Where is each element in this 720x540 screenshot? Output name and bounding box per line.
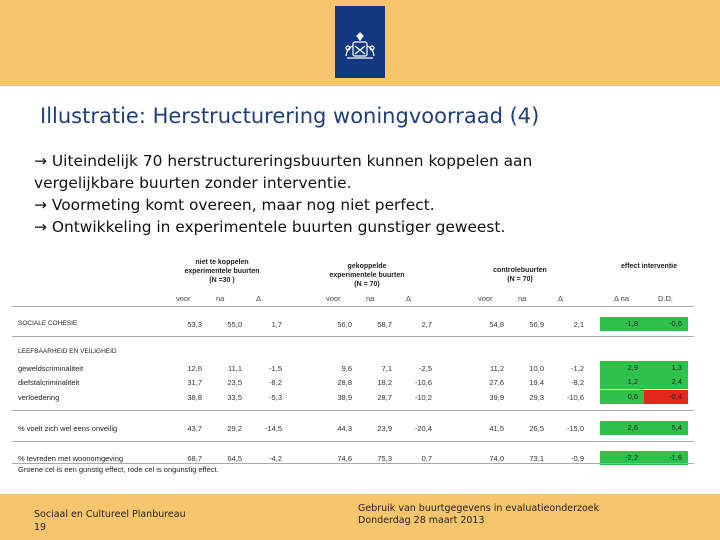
table-cell: -20,4 — [414, 424, 432, 433]
bullet-item — [34, 150, 694, 172]
group-header-line: experimentele buurten — [329, 272, 405, 279]
table-cell: 23,5 — [227, 378, 242, 387]
slide-title: Illustratie: Herstructurering woningvoorraad (4) — [40, 104, 540, 128]
bullet-item-continuation — [34, 172, 694, 194]
table-cell: 29,2 — [227, 424, 242, 433]
table-cell: 56,9 — [529, 320, 544, 329]
bullet-text: Uiteindelijk 70 herstructureringsbuurten kunnen koppelen aan — [51, 152, 533, 170]
effect-cell: 2,9 — [600, 361, 644, 375]
table-cell: -10,2 — [414, 393, 432, 402]
group-header-line: effect interventie — [620, 263, 678, 270]
column-header: Δ — [256, 294, 262, 303]
effect-cell: -0,4 — [644, 390, 688, 404]
row-label: % voelt zich wel eens onveilig — [18, 424, 118, 433]
column-header: Δ — [558, 294, 564, 303]
table-divider — [12, 336, 694, 337]
group-header-line: controlebuurten — [493, 267, 547, 274]
effect-cell: 0,6 — [600, 390, 644, 404]
group-header-line: experimentele buurten — [184, 268, 260, 275]
effect-cell: 2,6 — [600, 421, 644, 435]
table-cell: 38,9 — [337, 393, 352, 402]
column-header: voor — [176, 294, 191, 303]
table-cell: 11,1 — [227, 364, 242, 373]
row-label: % tevreden met woonomgeving — [18, 454, 124, 463]
table-divider — [12, 463, 694, 464]
organisation-name: Sociaal en Cultureel Planbureau — [34, 509, 186, 520]
table-cell: 28,8 — [337, 378, 352, 387]
table-cell: 64,5 — [227, 454, 242, 463]
presentation-date: Donderdag 28 maart 2013 — [358, 515, 485, 526]
table-cell: 44,3 — [337, 424, 352, 433]
group-header — [604, 262, 694, 271]
effect-cell: -0,6 — [644, 317, 688, 331]
bullet-list — [34, 150, 694, 238]
row-label: diefstalcriminaliteit — [18, 378, 80, 387]
table-cell: -15,0 — [566, 424, 584, 433]
table-cell: -0,9 — [571, 454, 584, 463]
table-divider — [12, 306, 694, 307]
group-header — [470, 266, 570, 284]
table-cell: -14,5 — [264, 424, 282, 433]
results-table — [12, 258, 702, 476]
table-divider — [12, 441, 694, 442]
row-label: verloedering — [18, 393, 60, 402]
table-cell: 43,7 — [187, 424, 202, 433]
presentation-title: Gebruik van buurtgegevens in evaluatieonderzoek — [358, 503, 600, 514]
footer-right — [358, 503, 599, 527]
right-arrow-icon: → — [34, 196, 47, 214]
group-header-line: niet te koppelen — [195, 259, 249, 266]
column-header: voor — [326, 294, 341, 303]
effect-cell: 2,4 — [644, 375, 688, 389]
right-arrow-icon: → — [34, 152, 47, 170]
group-header — [312, 262, 422, 289]
column-header: D.D. — [658, 294, 673, 303]
table-cell: 19,4 — [529, 378, 544, 387]
table-cell: 39,9 — [489, 393, 504, 402]
table-cell: 18,2 — [377, 378, 392, 387]
table-cell: 7,1 — [381, 364, 392, 373]
group-header-line: gekoppelde — [347, 263, 387, 270]
column-header: voor — [478, 294, 493, 303]
table-cell: 12,6 — [187, 364, 202, 373]
table-cell: -5,3 — [269, 393, 282, 402]
table-cell: 75,3 — [377, 454, 392, 463]
column-header: na — [216, 294, 225, 303]
right-arrow-icon: → — [34, 218, 47, 236]
column-header: na — [518, 294, 527, 303]
table-cell: 31,7 — [187, 378, 202, 387]
table-cell: -8,2 — [269, 378, 282, 387]
table-cell: -10,6 — [414, 378, 432, 387]
table-cell: 38,8 — [187, 393, 202, 402]
bullet-item — [34, 216, 694, 238]
group-header-line: (N = 70) — [507, 276, 533, 283]
table-cell: 53,3 — [187, 320, 202, 329]
effect-cell: -2,2 — [600, 451, 644, 465]
table-cell: -1,2 — [571, 364, 584, 373]
page-number: 19 — [34, 522, 47, 533]
table-cell: -8,2 — [571, 378, 584, 387]
table-cell: 41,5 — [489, 424, 504, 433]
table-cell: 58,7 — [377, 320, 392, 329]
table-cell: 1,7 — [271, 320, 282, 329]
table-cell: 33,5 — [227, 393, 242, 402]
table-cell: 27,6 — [489, 378, 504, 387]
table-cell: 0,7 — [421, 454, 432, 463]
table-cell: -2,5 — [419, 364, 432, 373]
row-label: geweldscriminaliteit — [18, 364, 84, 373]
group-header-line: (N = 70) — [354, 281, 380, 288]
bullet-text: Voormeting komt overeen, maar nog niet perfect. — [51, 196, 435, 214]
table-cell: 55,0 — [227, 320, 242, 329]
group-header-line: (N =30 ) — [209, 277, 235, 284]
table-cell: 54,8 — [489, 320, 504, 329]
table-divider — [12, 410, 694, 411]
table-cell: -10,6 — [566, 393, 584, 402]
footer-left — [34, 508, 186, 534]
bullet-text: Ontwikkeling in experimentele buurten gunstiger geweest. — [51, 218, 506, 236]
table-cell: 9,6 — [341, 364, 352, 373]
table-cell: -1,5 — [269, 364, 282, 373]
coat-of-arms-icon — [335, 6, 385, 78]
table-cell: 10,0 — [529, 364, 544, 373]
column-header: na — [366, 294, 375, 303]
column-header: Δ — [406, 294, 412, 303]
table-cell: 73,1 — [529, 454, 544, 463]
table-cell: 74,6 — [337, 454, 352, 463]
column-header: Δ na — [614, 294, 630, 303]
table-cell: 29,3 — [529, 393, 544, 402]
effect-cell: 1,2 — [600, 375, 644, 389]
effect-cell: -1,6 — [644, 451, 688, 465]
table-cell: 2,1 — [573, 320, 584, 329]
effect-cell: -1,8 — [600, 317, 644, 331]
bullet-text: vergelijkbare buurten zonder interventie. — [34, 174, 352, 192]
table-cell: 26,5 — [529, 424, 544, 433]
effect-cell: 1,3 — [644, 361, 688, 375]
table-cell: 2,7 — [421, 320, 432, 329]
table-cell: -4,2 — [269, 454, 282, 463]
table-cell: 23,9 — [377, 424, 392, 433]
table-cell: 68,7 — [187, 454, 202, 463]
table-cell: 28,7 — [377, 393, 392, 402]
effect-cell: 5,4 — [644, 421, 688, 435]
table-cell: 56,0 — [337, 320, 352, 329]
table-cell: 11,2 — [489, 364, 504, 373]
group-header — [172, 258, 272, 285]
row-label: LEEFBAARHEID EN VEILIGHEID — [18, 348, 117, 355]
table-cell: 74,0 — [489, 454, 504, 463]
row-label: SOCIALE COHESIE — [18, 320, 78, 327]
bullet-item — [34, 194, 694, 216]
table-footnote: Groene cel is een gunstig effect, rode cel is ongunstig effect. — [18, 465, 219, 474]
